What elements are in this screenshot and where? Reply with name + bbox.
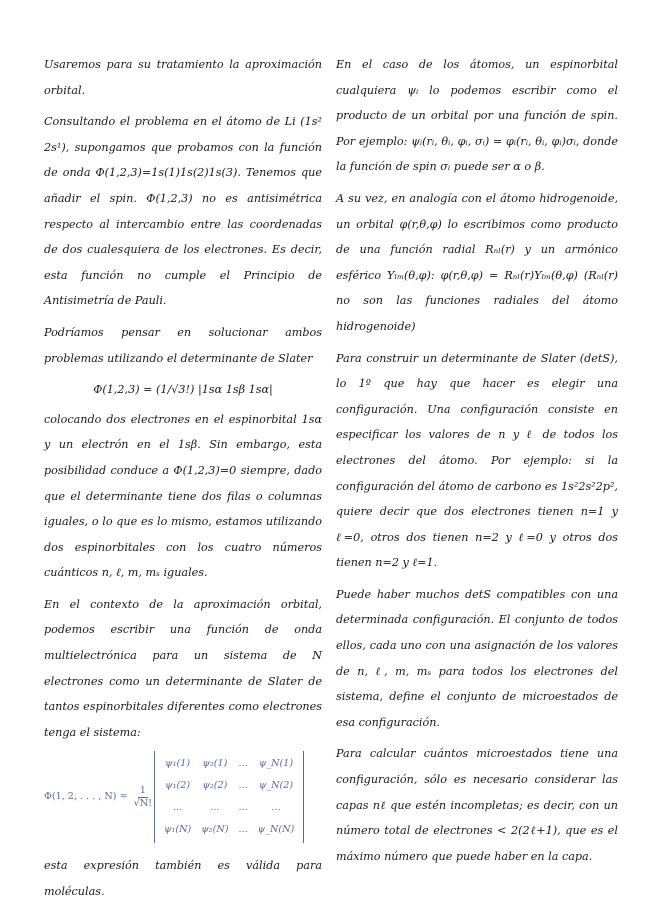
- paragraph-spinorbital: En el caso de los átomos, un espinorbital cualquiera ψᵢ lo podemos escribir como el producto de un orbital por una función de spin. Por ejemplo: ψᵢ(rᵢ, θᵢ, φᵢ, σᵢ) = φᵢ(rᵢ, θᵢ, φᵢ)σᵢ, donde la función de spin σᵢ puede ser α o β.: [336, 58, 618, 174]
- matrix-cell: ...: [210, 802, 220, 814]
- matrix-cell: ...: [238, 824, 248, 836]
- paragraph-microstates: Puede haber muchos detS compatibles con una determinada configuración. El conjunto de todos ellos, cada uno con una asignación de los valores de n, ℓ, m, mₛ para todos los electrones del sistema, define el conjunto de microestados de esa configuración.: [336, 587, 618, 729]
- fraction-denominator: √N!: [133, 797, 153, 809]
- paragraph-count-microstates: Para calcular cuántos microestados tiene una configuración, sólo es necesario considerar las capas nℓ que estén incompletas; es decir, con un número total de electrones < 2(2ℓ+1), que es el máximo número que puede haber en la capa.: [336, 747, 618, 863]
- matrix-cell: ψ_N(1): [258, 758, 294, 770]
- matrix-cell: ψ₂(N): [201, 824, 229, 836]
- matrix-cell: ...: [271, 802, 281, 814]
- normalization-fraction: [134, 785, 152, 810]
- paragraph-orbital-product: A su vez, en analogía con el átomo hidrogenoide, un orbital φ(r,θ,φ) lo escribimos como producto de una función radial Rₙₗ(r) y un armónico esférico Yₗₘ(θ,φ): φ(r,θ,φ) = Rₙₗ(r)Yₗₘ(θ,φ) (Rₙₗ(r) no son las funciones radiales del átomo hidrogenoide): [336, 191, 618, 333]
- left-column: [44, 52, 322, 911]
- matrix-cell: ψ₁(1): [165, 758, 191, 770]
- matrix-row: [159, 797, 299, 819]
- paragraph-n-electrons: En el contexto de la aproximación orbital, podemos escribir una función de onda multielectrónica para un sistema de N electrones como un determinante de Slater de tantos espinorbitales diferentes como electrones tenga el sistema:: [44, 597, 322, 739]
- matrix-cell: ...: [173, 802, 183, 814]
- right-column: [336, 52, 618, 875]
- paragraph-configuration: Para construir un determinante de Slater (detS), lo 1º que hay que hacer es elegir una configuración. Una configuración consiste en especificar los valores de n y ℓ de todos los electrones del átomo. Por ejemplo: si la configuración del átomo de carbono es 1s²2s²2p², quiere decir que dos electrones tienen n=1 y ℓ=0, otros dos tienen n=2 y ℓ=0 y otros dos tienen n=2 y ℓ=1.: [336, 351, 618, 570]
- slater-lhs: Φ(1, 2, . . . , N) =: [44, 791, 128, 803]
- fraction-numerator: 1: [139, 784, 146, 796]
- paragraph-molecules: esta expresión también es válida para moléculas.: [44, 859, 322, 899]
- paragraph-zero-determinant: colocando dos electrones en el espinorbital 1sα y un electrón en el 1sβ. Sin embargo, esta posibilidad conduce a Φ(1,2,3)=0 siempre, dado que el determinante tiene dos filas o columnas iguales, o lo que es lo mismo, estamos utilizando dos espinorbitales con los cuatro números cuánticos n, ℓ, m, mₛ iguales.: [44, 412, 322, 580]
- paragraph-slater-idea: Podríamos pensar en solucionar ambos problemas utilizando el determinante de Slater: [44, 325, 322, 365]
- matrix-row: [159, 775, 299, 797]
- equation-slater-li: Φ(1,2,3) = (1/√3!) |1sα 1sβ 1sα|: [93, 383, 273, 397]
- matrix-cell: ...: [238, 758, 248, 770]
- slater-determinant-general: [44, 751, 322, 843]
- matrix-cell: ...: [238, 780, 248, 792]
- paragraph-intro: Usaremos para su tratamiento la aproximación orbital.: [44, 58, 322, 97]
- matrix-cell: ψ_N(N): [257, 824, 295, 836]
- matrix-row: [159, 819, 299, 841]
- paragraph-li-atom: Consultando el problema en el átomo de Li (1s² 2s¹), supongamos que probamos con la función de onda Φ(1,2,3)=1s(1)1s(2)1s(3). Tenemos que añadir el spin. Φ(1,2,3) no es antisimétrica respecto al intercambio entre las coordenadas de dos cualesquiera de los electrones. Es decir, esta función no cumple el Principio de Antisimetría de Pauli.: [44, 115, 322, 308]
- matrix-cell: ψ₂(1): [202, 758, 228, 770]
- determinant-matrix: [154, 751, 304, 843]
- matrix-cell: ψ₂(2): [202, 780, 228, 792]
- matrix-row: [159, 753, 299, 775]
- matrix-cell: ψ₁(2): [165, 780, 191, 792]
- matrix-cell: ψ_N(2): [258, 780, 294, 792]
- matrix-cell: ψ₁(N): [164, 824, 192, 836]
- matrix-cell: ...: [238, 802, 248, 814]
